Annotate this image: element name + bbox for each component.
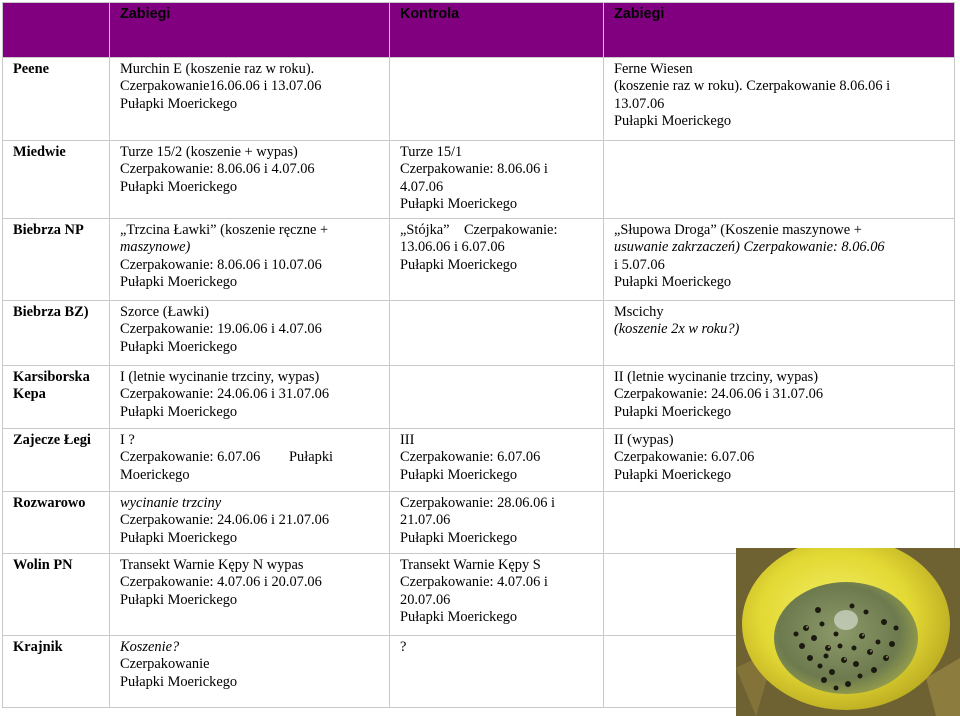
cell-line: Pułapki Moerickego	[120, 95, 238, 112]
control-cell	[390, 429, 604, 492]
treatment-cell	[110, 429, 390, 492]
treatment-cell	[110, 554, 390, 636]
cell-line: Czerpakowanie: 8.06.06 i 10.07.06	[120, 256, 322, 273]
cell-line: Pułapki Moerickego	[120, 529, 238, 546]
treatment-cell	[110, 492, 390, 554]
cell-line: Pułapki Moerickego	[400, 466, 518, 483]
cell-line: Pułapki Moerickego	[120, 338, 238, 355]
cell-line: Czerpakowanie: 6.07.06 Pułapki	[120, 449, 334, 466]
cell-line: Pułapki Moerickego	[120, 178, 238, 195]
control-cell	[390, 58, 604, 141]
table-row	[3, 141, 955, 219]
cell-line: 4.07.06	[400, 178, 444, 195]
table-row	[3, 219, 955, 301]
cell-line: Czerpakowanie: 28.06.06 i	[400, 495, 556, 511]
table-row	[3, 429, 955, 492]
cell-line: Transekt Warnie Kępy N wypas	[120, 557, 304, 573]
header-kontrola: Kontrola	[390, 3, 604, 58]
moericke-trap-photo	[736, 548, 960, 716]
cell-line: Czerpakowanie: 6.07.06	[614, 449, 755, 466]
cell-line: Czerpakowanie: 8.06.06 i 4.07.06	[120, 161, 315, 178]
table-header	[3, 3, 955, 58]
cell-line: I ?	[120, 432, 135, 448]
control-cell	[390, 301, 604, 366]
cell-line: Turze 15/2 (koszenie + wypas)	[120, 144, 298, 160]
site-cell: Biebrza BZ)	[3, 301, 110, 366]
cell-line: Pułapki Moerickego	[400, 196, 518, 213]
cell-line: 13.06.06 i 6.07.06	[400, 239, 505, 256]
cell-line: Ferne Wiesen	[614, 61, 693, 77]
control-cell	[390, 219, 604, 301]
cell-line: Szorce (Ławki)	[120, 304, 210, 320]
trap-illustration	[736, 548, 960, 716]
site-cell: Karsiborska Kepa	[3, 366, 110, 429]
treatment-cell	[110, 301, 390, 366]
control-cell	[390, 636, 604, 708]
cell-line: I (letnie wycinanie trzciny, wypas)	[120, 369, 320, 385]
cell-line: Pułapki Moerickego	[120, 673, 238, 690]
cell-line: Czerpakowanie: 8.06.06 i	[400, 161, 548, 178]
cell-line: III	[400, 432, 415, 448]
cell-line: Czerpakowanie	[120, 656, 210, 673]
site-cell: Wolin PN	[3, 554, 110, 636]
cell-line: 20.07.06	[400, 591, 451, 608]
cell-line: Moerickego	[120, 466, 190, 483]
cell-line: Turze 15/1	[400, 144, 463, 160]
treatment-cell	[604, 219, 955, 301]
table-row	[3, 492, 955, 554]
cell-line: Pułapki Moerickego	[120, 274, 238, 291]
cell-line: 21.07.06	[400, 512, 451, 529]
cell-line: Pułapki Moerickego	[400, 529, 518, 546]
cell-line: „Trzcina Ławki” (koszenie ręczne +	[120, 222, 329, 238]
cell-line: Czerpakowanie: 24.06.06 i 31.07.06	[614, 386, 824, 403]
cell-line: ?	[400, 639, 407, 655]
site-cell: Krajnik	[3, 636, 110, 708]
treatment-cell	[604, 141, 955, 219]
cell-line: Pułapki Moerickego	[400, 256, 518, 273]
site-cell: Rozwarowo	[3, 492, 110, 554]
treatment-cell	[110, 141, 390, 219]
treatment-cell	[604, 301, 955, 366]
header-corner-cell	[3, 3, 110, 58]
treatment-cell	[604, 492, 955, 554]
table-row	[3, 58, 955, 141]
cell-line: Pułapki Moerickego	[614, 274, 732, 291]
cell-line: Pułapki Moerickego	[614, 113, 732, 130]
cell-line: II (wypas)	[614, 432, 674, 448]
site-cell: Biebrza NP	[3, 219, 110, 301]
cell-line: „Stójka” Czerpakowanie:	[400, 222, 558, 238]
cell-line: Czerpakowanie: 6.07.06	[400, 449, 541, 466]
treatment-cell	[110, 219, 390, 301]
cell-line: Czerpakowanie: 24.06.06 i 31.07.06	[120, 386, 330, 403]
table-row	[3, 301, 955, 366]
cell-line: Pułapki Moerickego	[400, 609, 518, 626]
site-cell: Peene	[3, 58, 110, 141]
cell-line: Czerpakowanie: 4.07.06 i 20.07.06	[120, 574, 322, 591]
cell-line: (koszenie 2x w roku?)	[614, 321, 740, 338]
cell-line: Czerpakowanie: 4.07.06 i	[400, 574, 548, 591]
cell-line: Koszenie?	[120, 639, 180, 655]
treatment-cell	[110, 366, 390, 429]
treatment-cell	[604, 429, 955, 492]
control-cell	[390, 141, 604, 219]
cell-line: usuwanie zakrzaczeń) Czerpakowanie: 8.06.06	[614, 239, 885, 256]
cell-line: II (letnie wycinanie trzciny, wypas)	[614, 369, 819, 385]
cell-line: Pułapki Moerickego	[120, 591, 238, 608]
header-zabiegi-left: Zabiegi	[110, 3, 390, 58]
cell-line: maszynowe)	[120, 239, 191, 256]
cell-line: Czerpakowanie: 19.06.06 i 4.07.06	[120, 321, 322, 338]
cell-line: Pułapki Moerickego	[614, 403, 732, 420]
cell-line: Pułapki Moerickego	[120, 403, 238, 420]
table-row	[3, 366, 955, 429]
treatment-cell	[110, 636, 390, 708]
header-zabiegi-right: Zabiegi	[604, 3, 955, 58]
cell-line: i 5.07.06	[614, 256, 665, 273]
cell-line: 13.07.06	[614, 95, 665, 112]
treatment-cell	[604, 366, 955, 429]
cell-line: „Słupowa Droga” (Koszenie maszynowe +	[614, 222, 862, 238]
trap-water	[774, 582, 918, 694]
cell-line: Pułapki Moerickego	[614, 466, 732, 483]
cell-line: Mscichy	[614, 304, 664, 320]
control-cell	[390, 492, 604, 554]
control-cell	[390, 366, 604, 429]
cell-line: Czerpakowanie: 24.06.06 i 21.07.06	[120, 512, 330, 529]
treatment-cell	[110, 58, 390, 141]
treatment-cell	[604, 58, 955, 141]
cell-line: Murchin E (koszenie raz w roku).	[120, 61, 315, 77]
cell-line: (koszenie raz w roku). Czerpakowanie 8.06.06 i	[614, 78, 891, 95]
site-cell: Miedwie	[3, 141, 110, 219]
cell-line: wycinanie trzciny	[120, 495, 222, 511]
site-cell: Zajecze Łegi	[3, 429, 110, 492]
cell-line: Czerpakowanie16.06.06 i 13.07.06	[120, 78, 322, 95]
cell-line: Transekt Warnie Kępy S	[400, 557, 541, 573]
control-cell	[390, 554, 604, 636]
